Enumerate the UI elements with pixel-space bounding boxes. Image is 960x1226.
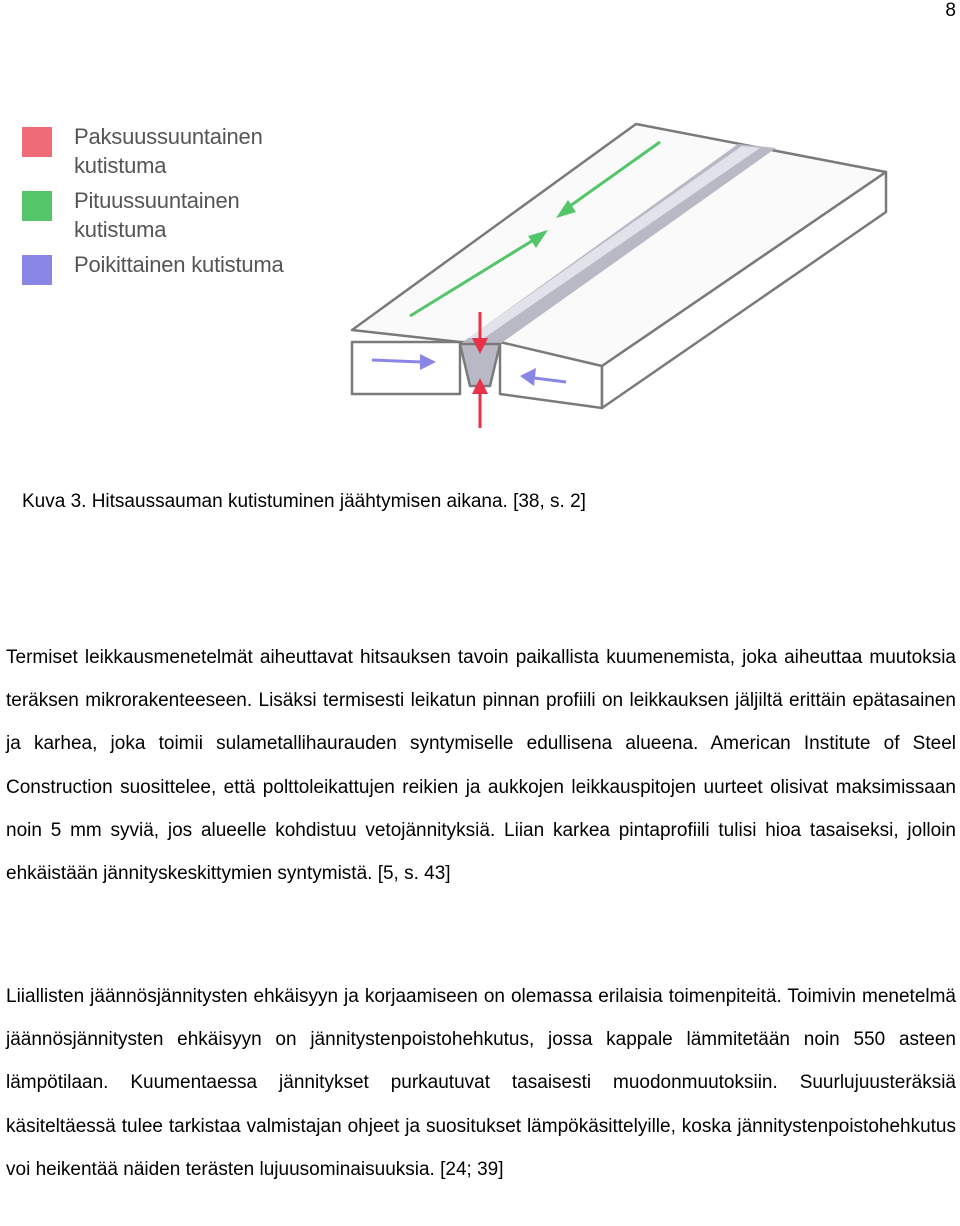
page-number: 8 (945, 0, 956, 21)
legend-swatch-blue (22, 255, 52, 285)
plate-front-face (352, 342, 460, 394)
figure-caption: Kuva 3. Hitsaussauman kutistuminen jäähtymisen aikana. [38, s. 2] (22, 491, 586, 512)
legend-item-transverse (22, 250, 302, 279)
weld-shrinkage-figure (0, 100, 960, 440)
legend-swatch-green (22, 191, 52, 221)
body-paragraph: Liiallisten jäännösjännitysten ehkäisyyn ja korjaamiseen on olemassa erilaisia toimenpiteitä. Toimivin menetelmä jäännösjännitysten ehkäisyyn on jännitystenpoistohehkutus, jossa kappale lämmitetään noin 550 asteen lämpötilaan. Kuumentaessa jännitykset purkautuvat tasaisesti muodonmuutoksiin. Suurlujuusteräksiä käsiteltäessä tulee tarkistaa valmistajan ohjeet ja suositukset lämpökäsittelyille, koska jännitystenpoistohehkutus voi heikentää näiden terästen lujuusominaisuuksia. [24; 39] (6, 986, 956, 1180)
legend-item-thickness (22, 122, 302, 180)
legend-label: Poikittainen kutistuma (74, 252, 284, 277)
legend-label: Paksuussuuntainen kutistuma (74, 124, 263, 178)
weld-plate-diagram (340, 100, 960, 440)
legend-label: Pituussuuntainen kutistuma (74, 188, 240, 242)
transverse-arrow-left (372, 360, 422, 362)
figure-legend (22, 122, 302, 279)
legend-swatch-red (22, 127, 52, 157)
legend-item-longitudinal (22, 186, 302, 244)
body-paragraph: Termiset leikkausmenetelmät aiheuttavat hitsauksen tavoin paikallista kuumenemista, joka aiheuttaa muutoksia teräksen mikrorakenteeseen. Lisäksi termisesti leikatun pinnan profiili on leikkauksen jäljiltä erittäin epätasainen ja karhea, joka toimii sulametallihaurauden syntymiselle edullisena alueena. American Institute of Steel Construction suosittelee, että polttoleikattujen reikien ja aukkojen leikkauspitojen uurteet olisivat maksimissaan noin 5 mm syviä, jos alueelle kohdistuu vetojännityksiä. Liian karkea pintaprofiili tulisi hioa tasaiseksi, jolloin ehkäistään jännityskeskittymien syntymistä. [5, s. 43] (6, 647, 956, 885)
